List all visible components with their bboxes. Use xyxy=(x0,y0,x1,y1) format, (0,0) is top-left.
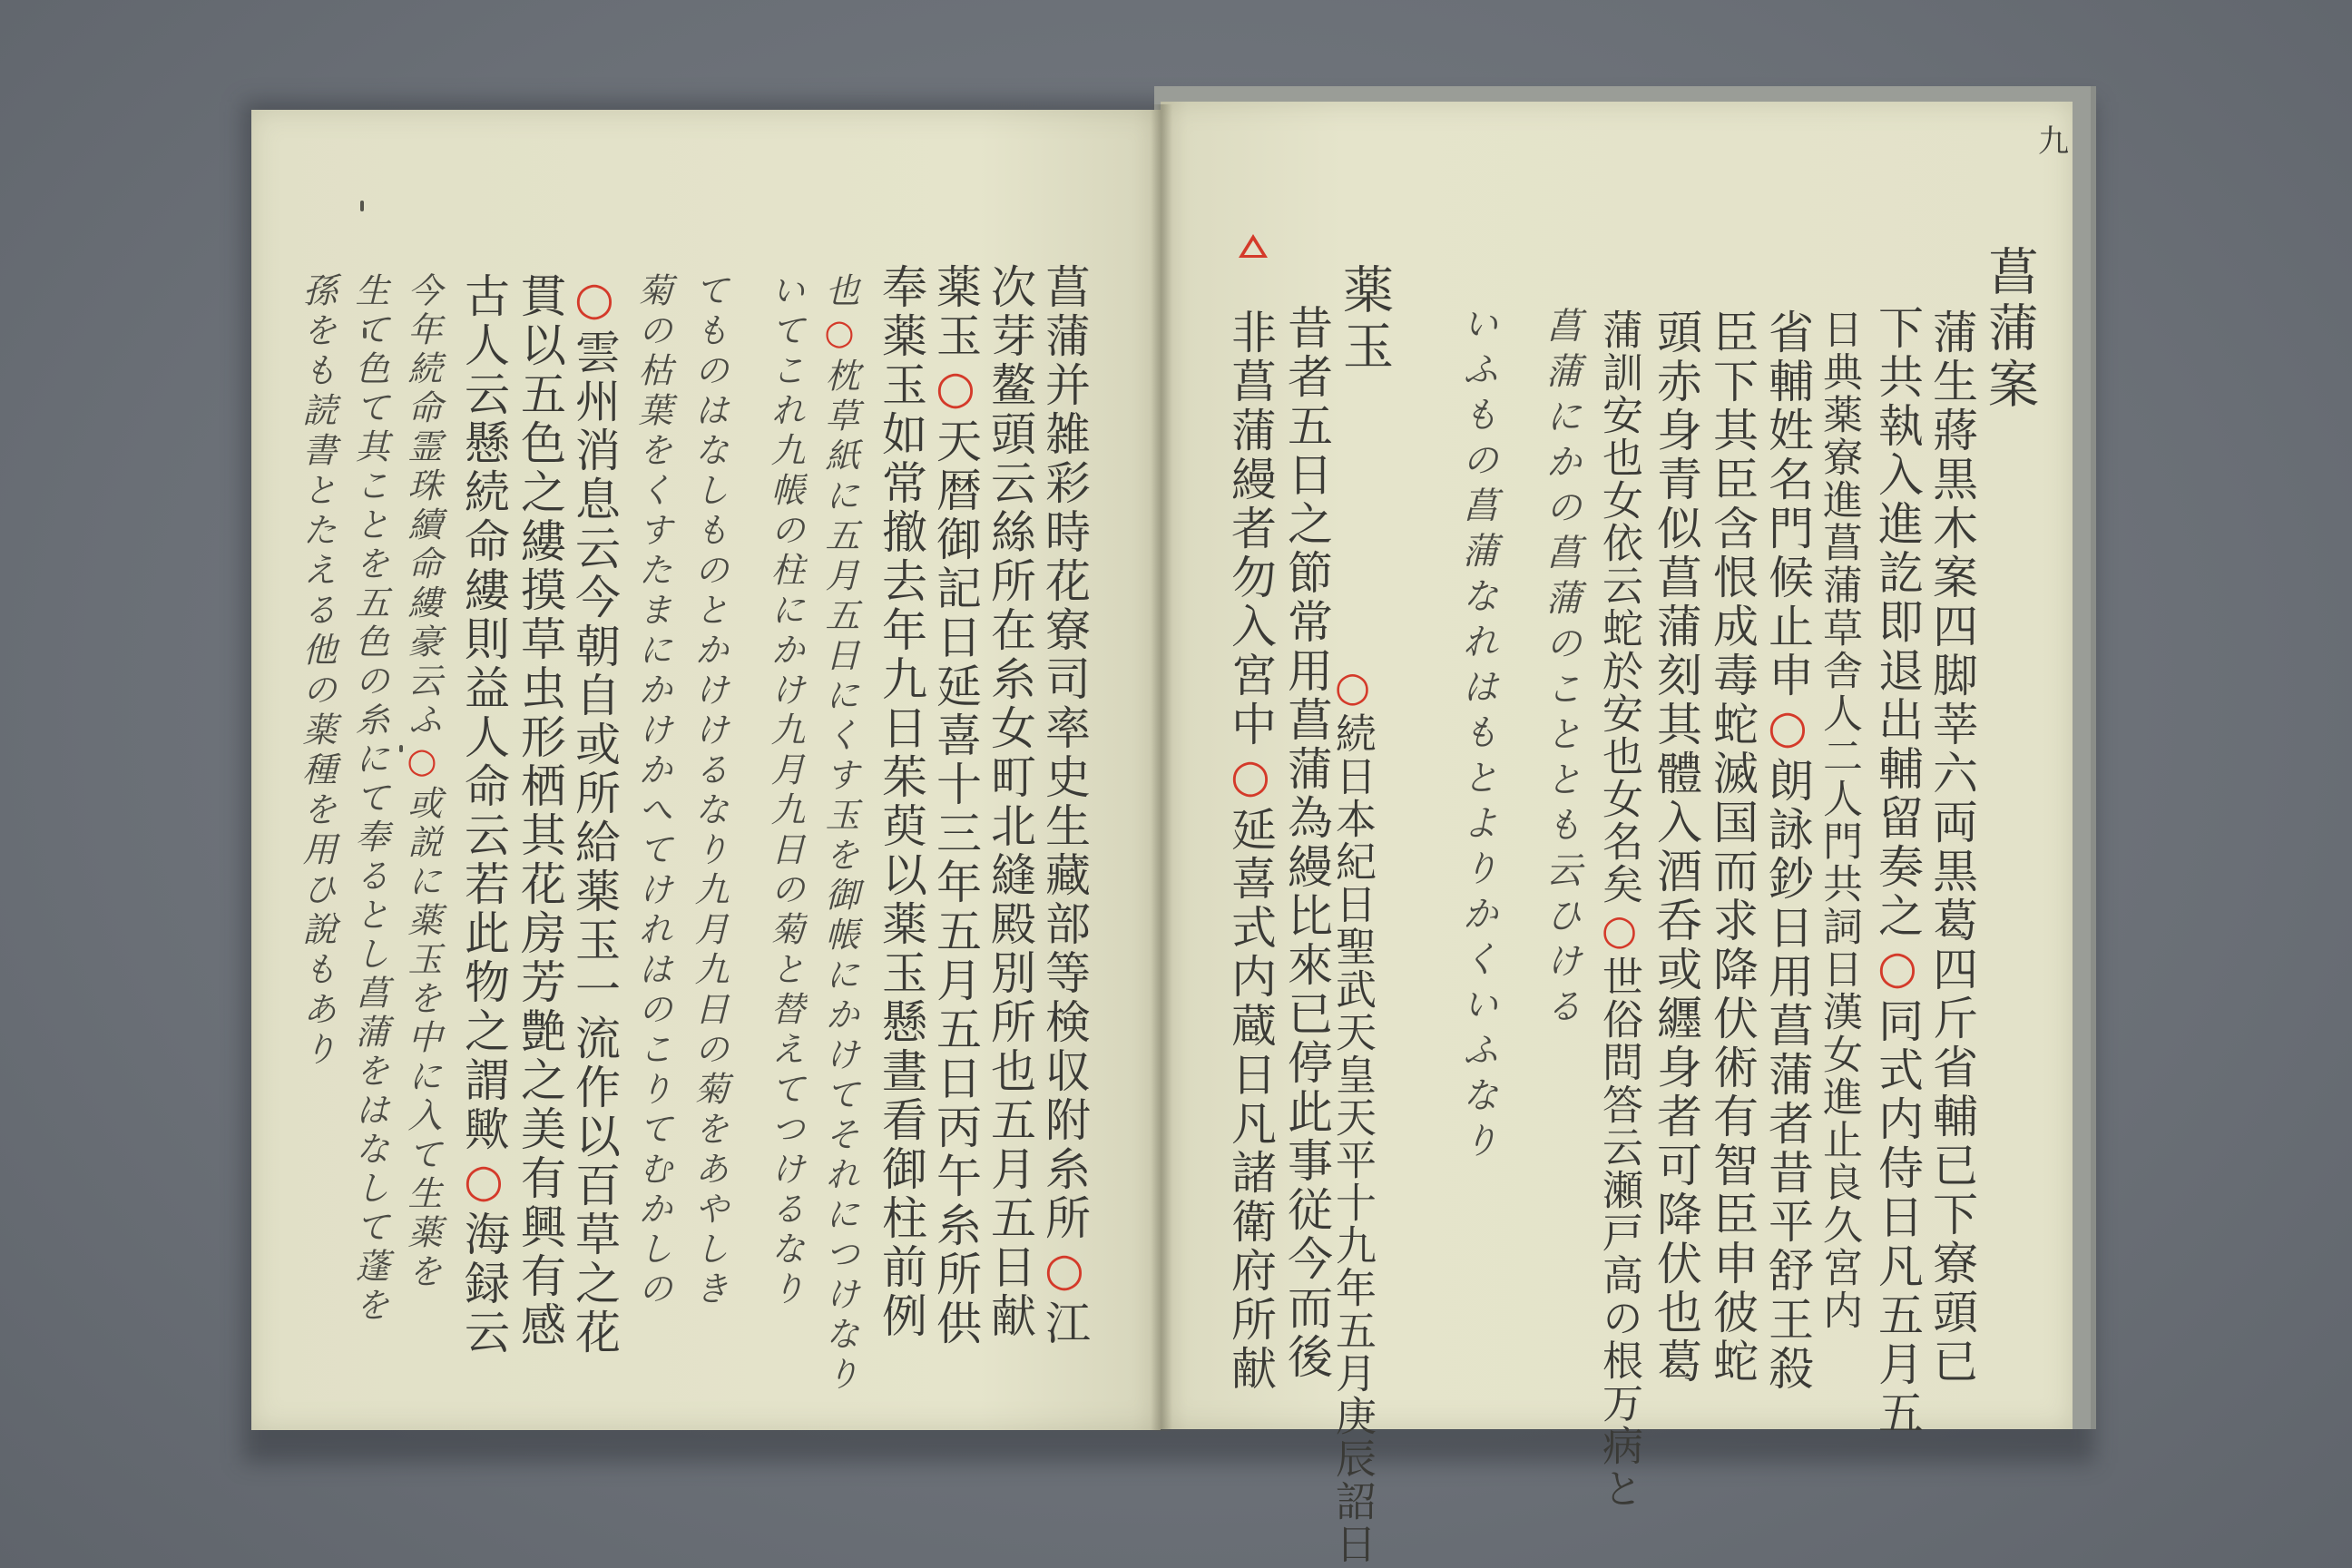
right-column: 頭赤身青似菖蒲刻其體入酒呑或纒身者可降伏也葛 xyxy=(1650,309,1702,1387)
right-column: 非菖蒲縵者勿入宮中○延喜式内蔵日凡諸衛府所献 xyxy=(1224,309,1277,1394)
left-column: 貫以五色之縷摸草虫形栖其花房芳艶之美有興有感 xyxy=(514,272,566,1350)
right-column-heading: 薬玉 xyxy=(1335,263,1394,376)
left-column: 奉薬玉如常撤去年九日茱萸以薬玉懸晝看御柱前例 xyxy=(875,263,927,1341)
right-column: 臣下其臣含恨成毒蛇滅国而求降伏術有智臣申彼蛇 xyxy=(1706,309,1759,1387)
left-column: いてこれ九帳の柱にかけ九月九日の菊と替えてつけるなり xyxy=(765,272,805,1310)
right-column: 省輔姓名門候止申○朗詠鈔日用菖蒲者昔平舒王殺 xyxy=(1761,309,1814,1394)
right-column: 菖蒲にかの菖蒲のこととも云ひける xyxy=(1540,307,1582,1033)
red-circle-mark-icon: ○ xyxy=(457,1154,510,1210)
right-column: 下共執入進訖即退出輔留奏之○同式内侍日凡五月五 xyxy=(1871,304,1924,1438)
right-column: ○続日本紀日聖武天皇天平十九年五月庚辰詔日 xyxy=(1328,662,1377,1565)
left-column: 也○枕草紙に五月五日にくす玉を御帳にかけてそれにつけなり xyxy=(819,272,859,1396)
paper-speck xyxy=(360,201,364,211)
right-column: いふもの菖蒲なれはもとよりかくいふなり xyxy=(1456,305,1498,1167)
left-column: 次芽鳌頭云絲所在糸女町北縫殿別所也五月五日献 xyxy=(984,263,1036,1341)
triangle-mark-icon xyxy=(1239,234,1268,258)
red-circle-mark-icon: ○ xyxy=(1761,701,1814,757)
page-number: 九 xyxy=(2038,123,2069,160)
red-circle-mark-icon: ○ xyxy=(1038,1243,1091,1299)
left-column: 孫をも読書とたえる他の薬種を用ひ說もあり xyxy=(297,272,337,1071)
right-column: 日典薬寮進菖蒲草舎人二人門共詞日漢女進止良久宮内 xyxy=(1816,309,1862,1332)
left-column: 菊の枯葉をくすたまにかけかへてけれはのこりてむかしの xyxy=(632,272,672,1310)
left-column: 古人云懸続命縷則益人命云若此物之謂歟○海録云 xyxy=(457,272,510,1357)
left-column: 今年続命霊珠續命縷豪云ふ○或説に薬玉を中に入て生薬を xyxy=(402,272,442,1292)
book-gutter xyxy=(1151,104,1172,1431)
right-column-heading: 菖蒲案 xyxy=(1980,245,2039,414)
left-column: 生て色て其ことを五色の糸にて奉るとし菖蒲をはなして蓬を xyxy=(349,272,389,1326)
right-column: 昔者五日之節常用菖蒲為縵比來已停此事従今而後 xyxy=(1280,304,1333,1382)
red-circle-mark-icon: ○ xyxy=(1595,906,1643,956)
left-column: 薬玉○天暦御記日延喜十三年五月五日丙午糸所供 xyxy=(929,263,982,1348)
red-circle-mark-icon: ○ xyxy=(1328,662,1377,712)
red-circle-mark-icon: ○ xyxy=(568,272,621,328)
right-column: 蒲生蔣黒木案四脚莘六両黒葛四斤省輔已下寮頭已 xyxy=(1926,309,1978,1387)
right-column: 蒲訓安也女依云蛇於安也女名矣○世俗問答云瀬戸高の根万病と xyxy=(1595,309,1643,1510)
red-circle-mark-icon: ○ xyxy=(929,361,982,417)
red-circle-mark-icon: ○ xyxy=(819,312,859,358)
left-column: 菖蒲并雑彩時花寮司率史生藏部等検収附糸所○江 xyxy=(1038,263,1091,1348)
red-circle-mark-icon: ○ xyxy=(402,740,442,785)
left-column: てものはなしものとかけけるなり九月九日の菊をあやしき xyxy=(689,272,729,1310)
red-circle-mark-icon: ○ xyxy=(1224,750,1277,806)
red-circle-mark-icon: ○ xyxy=(1871,941,1924,997)
left-column: ○雲州消息云今朝自或所給薬玉一流作以百草之花 xyxy=(568,272,621,1357)
